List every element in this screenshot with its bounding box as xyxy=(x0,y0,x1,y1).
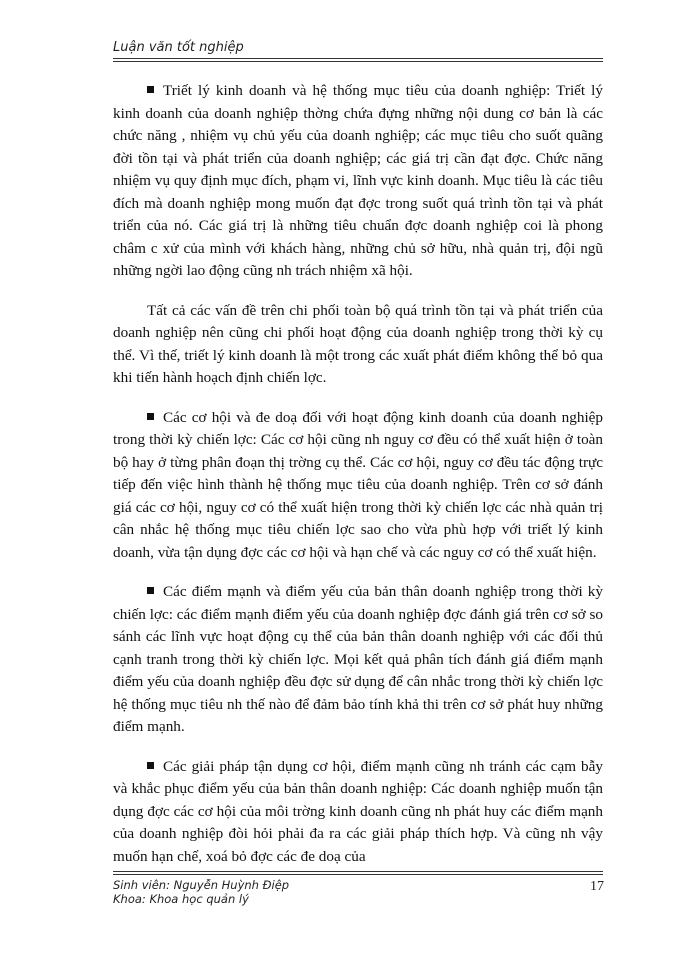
paragraph-text: Các giải pháp tận dụng cơ hội, điểm mạnh cũng nh tránh các cạm bẫy và khắc phục điểm yếu của bản thân doanh nghiệp: Các doanh nghiệp muốn tận dụng đợc các cơ hội của môi trờng kinh doanh cũng nh phát huy các điểm mạnh của doanh nghiệp đòi hỏi phải đa ra các giải pháp thích hợp. Và cũng nh vậy muốn hạn chế, xoá bỏ đợc các đe doạ của xyxy=(113,757,603,865)
footer-rule-top xyxy=(113,871,603,872)
footer-rule-bottom xyxy=(113,874,603,875)
paragraph-text: Các điểm mạnh và điểm yếu của bản thân doanh nghiệp trong thời kỳ chiến lợc: các điểm mạnh điểm yếu của doanh nghiệp đợc đánh giá trên cơ sở so sánh các lĩnh vực hoạt động cụ thể của bản thân doanh nghiệp với các đối thủ cạnh tranh trong thời kỳ chiến lợc. Mọi kết quả phân tích đánh giá điểm mạnh điểm yếu của doanh nghiệp đều đợc sử dụng để cân nhắc trong thời kỳ chiến lợc hệ thống mục tiêu nh thế nào để đảm bảo tính khả thi trên cơ sở phát huy những điểm mạnh. xyxy=(113,583,603,735)
bullet-square-icon xyxy=(147,762,154,769)
footer xyxy=(113,878,603,906)
header-rule-bottom xyxy=(113,61,603,62)
paragraph xyxy=(113,80,603,283)
page-number: 17 xyxy=(590,879,604,894)
paragraph xyxy=(113,300,603,390)
document-body xyxy=(113,80,603,885)
header-rule-top xyxy=(113,58,603,59)
footer-faculty: Khoa: Khoa học quản lý xyxy=(113,892,249,906)
paragraph-text: Các cơ hội và đe doạ đối với hoạt động kinh doanh của doanh nghiệp trong thời kỳ chiến lợc: Các cơ hội cũng nh nguy cơ đều có thể xuất hiện ở toàn bộ hay ở từng phân đoạn thị trờng cụ thể. Các cơ hội, nguy cơ đều tác động trực tiếp đến việc hình thành hệ thống mục tiêu của doanh nghiệp. Trên cơ sở đánh giá các cơ hội, nguy cơ có thể xuất hiện trong thời kỳ chiến lợc các nhà quản trị cân nhắc hệ thống mục tiêu chiến lợc sao cho vừa phù hợp với triết lý kinh doanh, vừa tận dụng đợc các cơ hội và hạn chế và các nguy cơ có thể xuất hiện. xyxy=(113,408,603,561)
paragraph-text: Tất cả các vấn đề trên chi phối toàn bộ quá trình tồn tại và phát triển của doanh nghiệp nên cũng chi phối hoạt động của doanh nghiệp trong thời kỳ cụ thể. Vì thế, triết lý kinh doanh là một trong các xuất phát điểm không thể bỏ qua khi tiến hành hoạch định chiến lợc. xyxy=(113,301,603,386)
footer-student: Sinh viên: Nguyễn Huỳnh Điệp xyxy=(113,878,290,892)
header-title: Luận văn tốt nghiệp xyxy=(113,40,244,55)
paragraph xyxy=(113,581,603,739)
paragraph-text: Triết lý kinh doanh và hệ thống mục tiêu của doanh nghiệp: Triết lý kinh doanh của doanh nghiệp thờng chứa đựng những nội dung cơ bản là các chức năng , nhiệm vụ chủ yếu của doanh nghiệp; các mục tiêu cho suốt quãng đời tồn tại và phát triển của doanh nghiệp; các giá trị cần đạt đợc. Chức năng nhiệm vụ quy định mục đích, phạm vi, lĩnh vực kinh doanh. Mục tiêu là các tiêu đích mà doanh nghiệp mong muốn đạt đợc trong suốt quá trình tồn tại và phát triển của nó. Các giá trị là những tiêu chuẩn đợc doanh nghiệp coi là phong châm c xử của mình với khách hàng, những chủ sở hữu, nhà quản trị, đội ngũ những ngời lao động cũng nh trách nhiệm xã hội. xyxy=(113,82,603,279)
bullet-square-icon xyxy=(147,86,154,93)
bullet-square-icon xyxy=(147,413,154,420)
paragraph xyxy=(113,407,603,565)
paragraph xyxy=(113,756,603,869)
bullet-square-icon xyxy=(147,587,154,594)
